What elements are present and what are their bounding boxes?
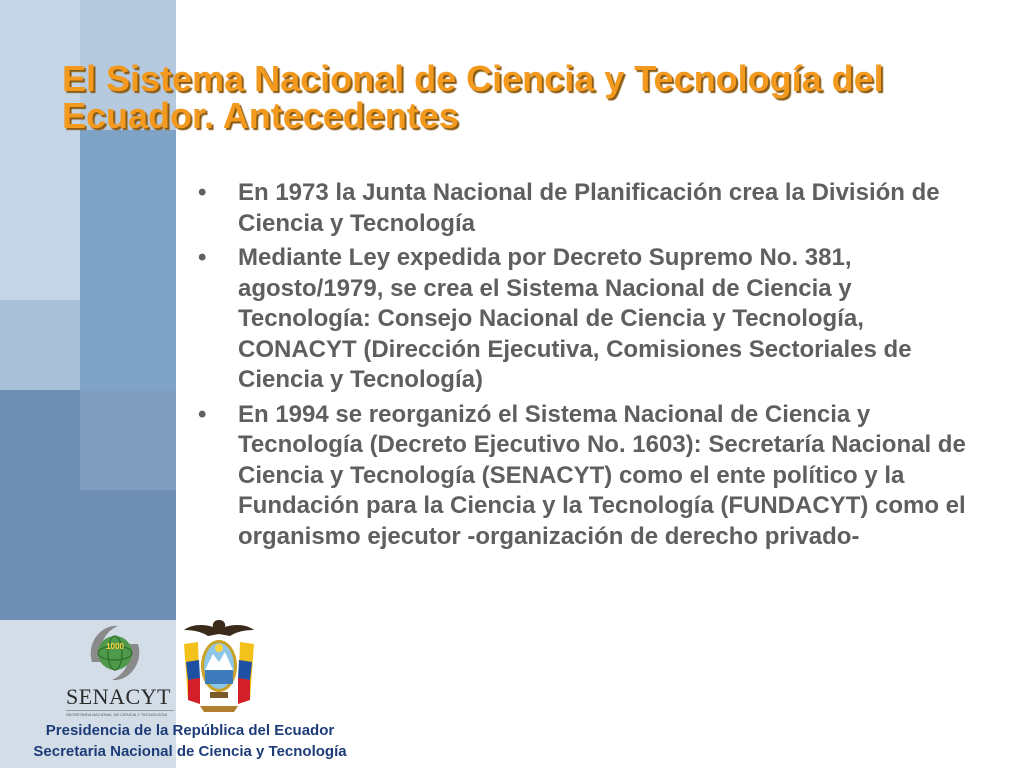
senacyt-wordmark: SENACYT (66, 684, 171, 709)
senacyt-globe-icon (84, 622, 146, 684)
logo-divider (66, 710, 174, 711)
bullet-marker: • (198, 400, 207, 428)
bullet-text: En 1973 la Junta Nacional de Planificación crea la División de Ciencia y Tecnología (238, 179, 940, 237)
senacyt-tagline: SECRETARIA NACIONAL DE CIENCIA Y TECNOLOGIA (66, 712, 168, 717)
bullet-item (196, 243, 986, 396)
bullet-item (196, 178, 986, 239)
svg-text:1000: 1000 (106, 642, 124, 651)
bullet-text: En 1994 se reorganizó el Sistema Nacional de Ciencia y Tecnología (Decreto Ejecutivo No. 1603): Secretaría Nacional de Ciencia y Tecnología (SENACYT) como el ente político y la Fundación para la Ciencia y la Tecnología (FUNDACYT) como el organismo ejecutor -organización de derecho privado- (238, 400, 966, 550)
bullet-marker: • (198, 244, 207, 271)
bullet-list (196, 178, 986, 556)
footer-line-secretaria: Secretaria Nacional de Ciencia y Tecnología (33, 743, 347, 760)
bullet-text: Mediante Ley expedida por Decreto Supremo No. 381, agosto/1979, se crea el Sistema Nacional de Ciencia y Tecnología: Consejo Nacional de Ciencia y Tecnología, CONACYT (Dirección Ejecutiva, Comisiones Sectoriales de Ciencia y Tecnología) (238, 244, 912, 393)
senacyt-logo (62, 618, 176, 720)
footer (0, 720, 380, 762)
ecuador-coat-of-arms-icon (180, 614, 258, 714)
footer-line-presidencia: Presidencia de la República del Ecuador (45, 722, 335, 739)
bullet-item (196, 400, 986, 553)
slide-title: El Sistema Nacional de Ciencia y Tecnología del Ecuador. Antecedentes (62, 58, 884, 136)
bullet-marker: • (198, 179, 207, 206)
